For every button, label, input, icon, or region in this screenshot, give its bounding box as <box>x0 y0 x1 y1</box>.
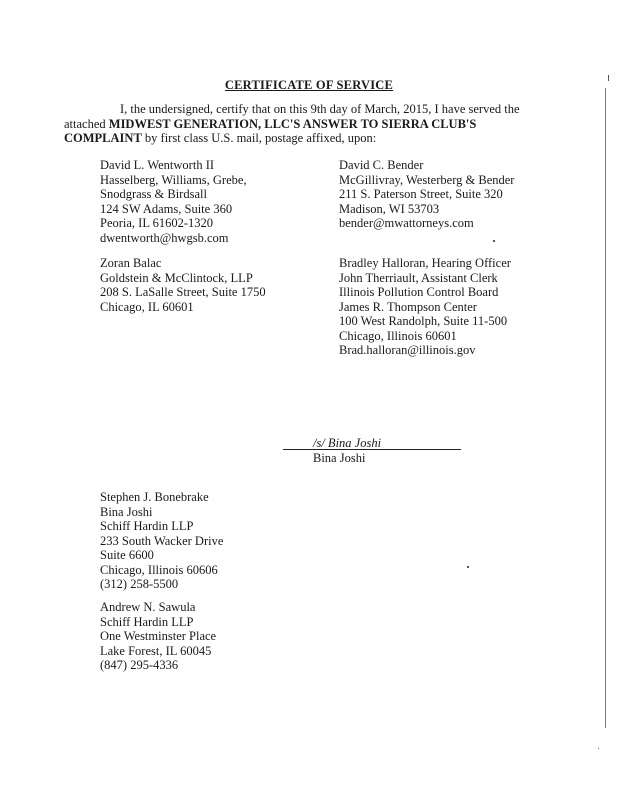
service-recipient-halloran <box>339 256 511 358</box>
address-line: James R. Thompson Center <box>339 299 477 314</box>
counsel-block-schiff-lake-forest <box>100 600 216 673</box>
address-line: Zoran Balac <box>100 256 162 270</box>
certification-paragraph <box>64 102 554 146</box>
email-address: dwentworth@hwgsb.com <box>100 230 229 245</box>
served-document-title: MIDWEST GENERATION, LLC'S ANSWER TO SIERRA CLUB'S COMPLAINT <box>64 116 477 145</box>
address-line: Goldstein & McClintock, LLP <box>100 270 253 285</box>
address-line: One Westminster Place <box>100 629 217 643</box>
address-line: Madison, WI 53703 <box>339 201 440 216</box>
address-line: 100 West Randolph, Suite 11-500 <box>339 314 508 328</box>
address-line: Peoria, IL 61602-1320 <box>100 216 214 230</box>
address-line: Illinois Pollution Control Board <box>339 285 499 299</box>
service-recipient-bender <box>339 158 514 231</box>
address-line: Snodgrass & Birdsall <box>100 187 207 201</box>
email-address: bender@mwattorneys.com <box>339 216 474 230</box>
address-line: Andrew N. Sawula <box>100 600 196 614</box>
address-line: Schiff Hardin LLP <box>100 519 194 533</box>
address-line: 211 S. Paterson Street, Suite 320 <box>339 187 503 201</box>
phone-number: (312) 258-5500 <box>100 577 179 591</box>
address-line: Bina Joshi <box>100 504 153 519</box>
scan-edge-line <box>605 88 606 728</box>
address-line: John Therriault, Assistant Clerk <box>339 270 498 285</box>
certification-text: I, the undersigned, certify that on this 9th day of March, 2015, I have served the attached <box>64 102 520 131</box>
address-line: McGillivray, Westerberg & Bender <box>339 172 515 187</box>
scan-speck <box>608 75 609 81</box>
electronic-signature: /s/ Bina Joshi <box>313 436 382 450</box>
counsel-block-schiff-chicago <box>100 490 223 592</box>
address-line: 233 South Wacker Drive <box>100 533 224 548</box>
address-line: Chicago, IL 60601 <box>100 299 194 314</box>
address-line: 208 S. LaSalle Street, Suite 1750 <box>100 285 266 299</box>
address-line: Hasselberg, Williams, Grebe, <box>100 172 247 187</box>
address-line: Chicago, Illinois 60606 <box>100 562 218 577</box>
scan-speck <box>493 240 495 242</box>
address-line: Chicago, Illinois 60601 <box>339 328 457 343</box>
scan-speck <box>598 748 599 749</box>
certification-text-end: first class U.S. mail, postage affixed, upon: <box>160 131 377 145</box>
address-line: Suite 6600 <box>100 548 154 562</box>
signer-name: Bina Joshi <box>313 451 366 465</box>
address-line: David L. Wentworth II <box>100 158 215 172</box>
address-line: 124 SW Adams, Suite 360 <box>100 201 233 216</box>
signature-line <box>283 437 461 450</box>
address-line: Bradley Halloran, Hearing Officer <box>339 256 511 270</box>
service-recipient-wentworth <box>100 158 247 245</box>
service-recipient-balac <box>100 256 266 314</box>
certification-text-by: by <box>141 131 158 145</box>
page-title: CERTIFICATE OF SERVICE <box>224 78 394 92</box>
scan-speck <box>467 566 469 568</box>
address-line: Lake Forest, IL 60045 <box>100 643 212 658</box>
email-address: Brad.halloran@illinois.gov <box>339 343 476 357</box>
phone-number: (847) 295-4336 <box>100 658 179 672</box>
address-line: David C. Bender <box>339 158 424 172</box>
address-line: Stephen J. Bonebrake <box>100 490 209 504</box>
address-line: Schiff Hardin LLP <box>100 614 194 629</box>
